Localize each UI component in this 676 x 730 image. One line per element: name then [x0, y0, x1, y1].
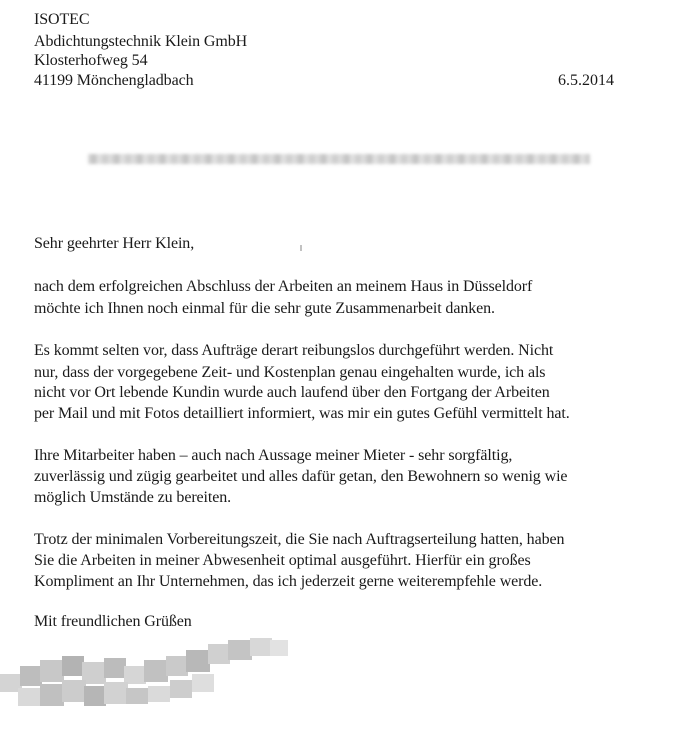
- body-line: Ihre Mitarbeiter haben – auch nach Aussage meiner Mieter - sehr sorgfältig,: [34, 447, 513, 464]
- sender-name: Abdichtungstechnik Klein GmbH: [34, 33, 248, 50]
- closing: Mit freundlichen Grüßen: [34, 613, 192, 630]
- body-line: Es kommt selten vor, dass Aufträge derart reibungslos durchgeführt werden. Nicht: [34, 342, 554, 359]
- scan-speck: [300, 245, 302, 251]
- body-line: zuverlässig und zügig gearbeitet und alles dafür getan, den Bewohnern so wenig wie: [34, 468, 568, 485]
- body-line: möglich Umstände zu bereiten.: [34, 489, 232, 506]
- sender-city: 41199 Mönchengladbach: [34, 72, 194, 89]
- sender-company: ISOTEC: [34, 11, 90, 28]
- redacted-line: [88, 154, 590, 164]
- body-line: möchte ich Ihnen noch einmal für die sehr gute Zusammenarbeit danken.: [34, 300, 495, 317]
- body-line: nicht vor Ort lebende Kundin wurde auch laufend über den Fortgang der Arbeiten: [34, 384, 550, 401]
- sender-street: Klosterhofweg 54: [34, 52, 148, 69]
- body-line: per Mail und mit Fotos detailliert informiert, was mir ein gutes Gefühl vermittelt hat.: [34, 405, 570, 422]
- body-line: Trotz der minimalen Vorbereitungszeit, die Sie nach Auftragserteilung hatten, haben: [34, 531, 565, 548]
- pixelated-signature: [0, 636, 300, 716]
- salutation: Sehr geehrter Herr Klein,: [34, 235, 195, 252]
- body-line: nur, dass der vorgegebene Zeit- und Kostenplan genau eingehalten wurde, ich als: [34, 364, 546, 381]
- body-line: Sie die Arbeiten in meiner Abwesenheit optimal ausgeführt. Hierfür ein großes: [34, 552, 531, 569]
- letter-date: 6.5.2014: [558, 72, 614, 89]
- body-line: Kompliment an Ihr Unternehmen, das ich jederzeit gerne weiterempfehle werde.: [34, 573, 543, 590]
- body-line: nach dem erfolgreichen Abschluss der Arbeiten an meinem Haus in Düsseldorf: [34, 278, 533, 295]
